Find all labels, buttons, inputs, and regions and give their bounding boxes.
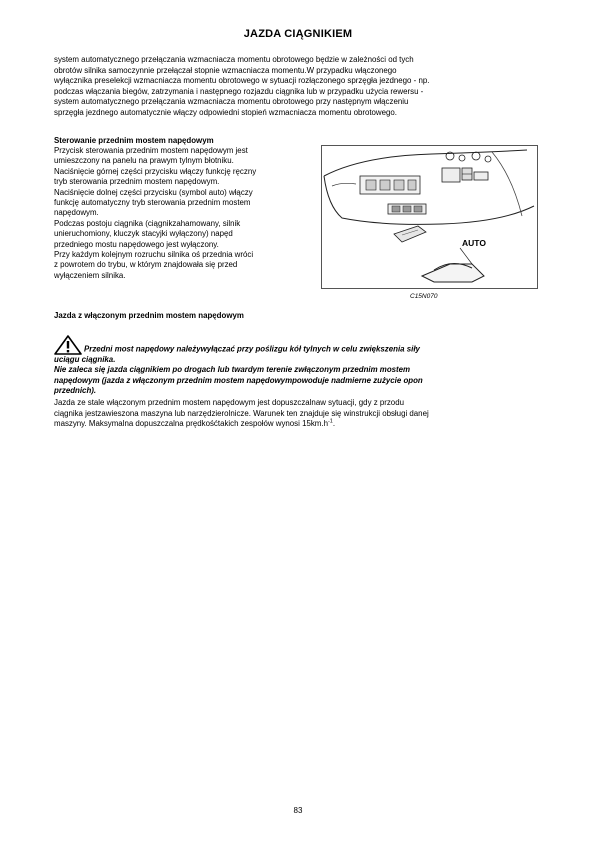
intro-line: system automatycznego przełączania wzmacniacza momentu obrotowego będzie w zależności od tych [54, 55, 414, 64]
intro-line: system automatycznego przełączania wzmacniacza momentu obrotowego przy następnym włączeniu [54, 97, 409, 106]
section-heading-driving-with-front-axle: Jazda z włączonym przednim mostem napędowym [54, 311, 244, 320]
intro-paragraph [54, 55, 544, 118]
text-line: tryb sterowania przednim mostem napędowym. [54, 177, 220, 187]
front-axle-control-text [54, 146, 314, 281]
warning-line: napędowym (jazda z włączonym przednim mostem napędowympowoduje nadmierne zużycie opon [54, 375, 423, 385]
warning-triangle-icon [54, 335, 82, 355]
text-line: z powrotem do trybu, w którym znajdowała się przed [54, 260, 238, 270]
warning-line: Przedni most napędowy należywyłączać przy poślizgu kół tylnych w celu zwiększenia siły [84, 344, 420, 354]
text-line: napędowym. [54, 208, 99, 218]
text-line: Przycisk sterowania przednim mostem napędowym jest [54, 146, 248, 155]
unit-exponent: -1 [327, 418, 333, 425]
section-heading-front-axle-control: Sterowanie przednim mostem napędowym [54, 136, 214, 145]
text-line: umieszczony na panelu na prawym tylnym błotniku. [54, 156, 234, 166]
max-speed-text: maszyny. Maksymalna dopuszczalna prędkośćtakich zespołów wynosi 15km.h [54, 419, 328, 429]
text-line: ciągnika jestzawieszona maszyna lub narzędzierolnicze. Warunek ten znajduje się winstrukcji obsługi danej [54, 408, 429, 418]
text-line: Przy każdym kolejnym rozruchu silnika oś przednia wróci [54, 250, 254, 260]
intro-line: sprzęgła jezdnego automatycznie włączy odpowiedni stopień wzmacniacza momentu obrotowego. [54, 107, 397, 117]
text-line-last [54, 419, 544, 430]
text-line: unieruchomiony, kluczyk stacyjki wyłączony) napęd [54, 229, 233, 239]
warning-line: Nie zaleca się jazda ciągnikiem po drogach lub twardym terenie zwłączonym przednim mostem [54, 365, 411, 375]
text-line: Naciśnięcie górnej części przycisku włączy funkcję ręczny [54, 166, 257, 176]
warning-line: przednich). [54, 386, 97, 396]
warning-block [54, 335, 544, 397]
intro-line: obrotów silnika samoczynnie przełączał stopnie wzmacniacza momentu.W przypadku włączonego [54, 65, 397, 75]
intro-line: podczas włączania biegów, zatrzymania i następnego rozjazdu ciągnika lub w przypadku użycia rewersu - [54, 86, 424, 96]
text-line: przedniego mostu napędowego jest wyłączony. [54, 239, 219, 249]
text-line: wyłączeniem silnika. [54, 270, 126, 280]
text-line: Jazda ze stale włączonym przednim mostem napędowym jest dopuszczalnaw sytuacji, gdy z przodu [54, 398, 404, 407]
page-title: JAZDA CIĄGNIKIEM [243, 28, 353, 40]
text-line: funkcję automatyczny tryb sterowania przednim mostem [54, 198, 251, 208]
intro-line: wyłącznika preselekcji wzmacniacza momentu obrotowego w sytuacji rozłączonego sprzęgła jezdnego - np. [54, 76, 430, 85]
warning-line: uciągu ciągnika. [54, 355, 116, 364]
auto-label: AUTO [462, 238, 486, 248]
front-axle-usage-paragraph [54, 398, 544, 430]
figure-caption: C15N070 [410, 293, 438, 300]
page-number: 83 [293, 806, 303, 815]
sentence-end: . [332, 419, 336, 429]
text-line: Naciśnięcie dolnej części przycisku (symbol auto) włączy [54, 187, 253, 197]
front-axle-button-illustration [321, 145, 538, 289]
text-line: Podczas postoju ciągnika (ciągnikzahamowany, silnik [54, 218, 241, 228]
